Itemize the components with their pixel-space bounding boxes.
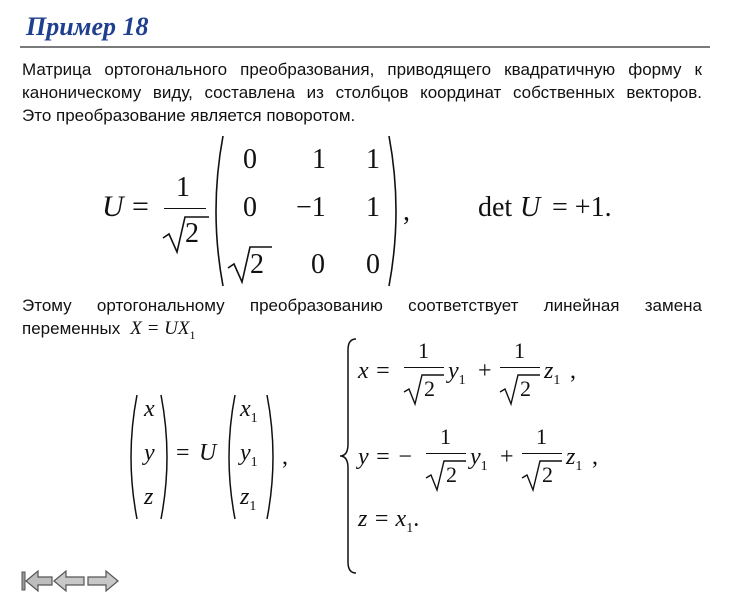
inline-formula-sub: 1 [189, 327, 196, 342]
eq1-var-2-name: z [544, 358, 554, 384]
eq2-var-2-sub: 1 [575, 458, 583, 474]
eq1-var-1 [448, 358, 466, 389]
eq1-rad-2: 2 [520, 376, 531, 401]
vector-entry-sub: 1 [250, 454, 258, 470]
vector-right-paren [264, 392, 280, 522]
inline-formula-text: X = UX [130, 318, 190, 339]
vector-entry-var: y [240, 440, 251, 466]
vector-entry-sub: 1 [249, 498, 257, 514]
vector-entry-var: z [240, 484, 250, 510]
eq1-var-2 [544, 358, 560, 389]
vector-left-paren [222, 392, 238, 522]
equation-1 [358, 358, 391, 385]
first-icon [20, 568, 54, 594]
eq3-lhs: z = [358, 506, 390, 532]
vector-entry: y [144, 440, 155, 466]
back-button[interactable] [52, 568, 86, 594]
intro-line-1: Матрица ортогонального преобразования, приводящего квадратичную форму к [22, 60, 702, 79]
eq2-num-2: 1 [536, 424, 547, 449]
vector-operator: U [199, 440, 217, 466]
intro-paragraph [22, 58, 702, 127]
matrix-cell: 1 [312, 144, 326, 175]
intro-line-3: Это преобразование является поворотом. [22, 106, 356, 125]
matrix-cell: −1 [296, 192, 326, 223]
eq1-rad-1: 2 [424, 376, 435, 401]
eq2-var-2 [566, 444, 582, 475]
first-page-button[interactable] [20, 568, 54, 594]
matrix-lhs: U [102, 190, 124, 223]
eq1-end: , [570, 358, 576, 384]
matrix-cell: 0 [366, 249, 380, 280]
matrix-right-paren [385, 132, 405, 290]
vector-entry-var: x [240, 396, 251, 422]
vector-entry-sub: 1 [250, 410, 258, 426]
back-icon [52, 568, 86, 594]
eq2-num-1: 1 [440, 424, 451, 449]
matrix-left-paren [207, 132, 227, 290]
eq1-plus: + [478, 358, 492, 384]
equation-3 [358, 506, 419, 537]
vector-entry: x [144, 396, 155, 422]
matrix-cell: 0 [311, 249, 325, 280]
matrix-cell-radicand: 2 [250, 249, 264, 280]
inline-formula [130, 318, 196, 342]
vector-right-paren [158, 392, 174, 522]
change-line-2-text: переменных [22, 319, 121, 338]
page-title: Пример 18 [26, 12, 149, 41]
matrix-cell: 1 [366, 192, 380, 223]
comma: , [403, 196, 410, 227]
vector-entry: z [144, 484, 154, 510]
eq2-rad-1: 2 [446, 462, 457, 487]
equation-2 [358, 444, 413, 471]
eq1-var-2-sub: 1 [553, 372, 561, 388]
eq2-var-1-sub: 1 [480, 458, 488, 474]
equals-sign: = [132, 190, 149, 223]
fraction-bar [426, 453, 466, 454]
factor-radicand: 2 [185, 218, 199, 249]
eq3-end: . [413, 506, 420, 532]
next-icon [86, 568, 120, 594]
change-paragraph [22, 294, 702, 347]
det-label: det [478, 192, 513, 223]
eq1-var-1-name: y [448, 358, 459, 384]
intro-line-2: каноническому виду, составлена из столбцов координат собственных векторов. [22, 83, 702, 102]
matrix-cell: 0 [243, 144, 257, 175]
next-button[interactable] [86, 568, 120, 594]
eq2-var-1-name: y [470, 444, 481, 470]
fraction-bar [522, 453, 562, 454]
equals-sign: = [176, 440, 190, 466]
det-variable: U [520, 192, 541, 223]
factor-numerator: 1 [176, 172, 190, 203]
matrix-cell: 0 [243, 192, 257, 223]
matrix-cell: 1 [366, 144, 380, 175]
change-line-1: Этому ортогональному преобразованию соответствует линейная замена [22, 296, 702, 315]
eq3-var: x [395, 506, 407, 532]
eq2-plus: + [500, 444, 514, 470]
change-line-2 [22, 317, 702, 347]
eq2-end: , [592, 444, 598, 470]
eq2-var-1 [470, 444, 488, 475]
eq3-sub: 1 [406, 520, 414, 536]
fraction-bar [164, 208, 206, 209]
title-divider [20, 46, 710, 48]
eq1-lhs: x = [358, 358, 391, 384]
eq1-num-1: 1 [418, 338, 429, 363]
eq1-num-2: 1 [514, 338, 525, 363]
eq1-var-1-sub: 1 [458, 372, 466, 388]
fraction-bar [500, 367, 540, 368]
vector-entry [240, 440, 258, 471]
vector-entry [240, 396, 258, 427]
eq2-lhs: y = − [358, 444, 414, 470]
system-brace [338, 336, 360, 576]
eq2-var-2-name: z [566, 444, 576, 470]
eq2-rad-2: 2 [542, 462, 553, 487]
det-value: = +1. [552, 192, 612, 223]
vector-left-paren [124, 392, 140, 522]
vector-entry [240, 484, 256, 515]
comma: , [282, 444, 288, 470]
fraction-bar [404, 367, 444, 368]
